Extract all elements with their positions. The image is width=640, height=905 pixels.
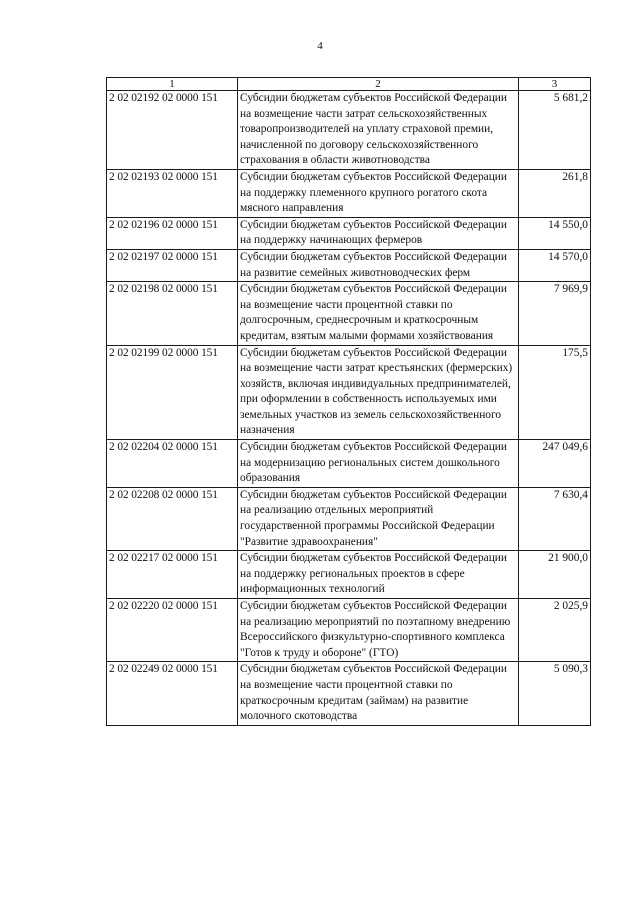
row-amount: 14 570,0 (519, 249, 591, 281)
row-code: 2 02 02197 02 0000 151 (107, 249, 238, 281)
table-row (107, 662, 591, 725)
row-amount: 7 969,9 (519, 282, 591, 345)
row-code: 2 02 02204 02 0000 151 (107, 440, 238, 488)
table-header-row (107, 78, 591, 91)
row-amount: 5 090,3 (519, 662, 591, 725)
row-name: Субсидии бюджетам субъектов Российской Федерации на возмещение части затрат крестьянских (фермерских) хозяйств, включая индивидуальных предпринимателей, при оформлении в собственность используемых ими земельных участков из земель сельскохозяйственного назначения (238, 345, 519, 440)
row-code: 2 02 02249 02 0000 151 (107, 662, 238, 725)
row-name: Субсидии бюджетам субъектов Российской Федерации на реализацию отдельных мероприятий государственной программы Российской Федерации "Развитие здравоохранения" (238, 487, 519, 550)
table-row (107, 249, 591, 281)
row-name: Субсидии бюджетам субъектов Российской Федерации на возмещение части затрат сельскохозяйственных товаропроизводителей на уплату страховой премии, начисленной по договору сельскохозяйственного страхования в области животноводства (238, 91, 519, 170)
table-row (107, 551, 591, 599)
table-row (107, 169, 591, 217)
table-row (107, 345, 591, 440)
row-name: Субсидии бюджетам субъектов Российской Федерации на возмещение части процентной ставки по краткосрочным кредитам (займам) на развитие молочного скотоводства (238, 662, 519, 725)
row-name: Субсидии бюджетам субъектов Российской Федерации на модернизацию региональных систем дошкольного образования (238, 440, 519, 488)
page-number: 4 (317, 40, 323, 52)
row-name: Субсидии бюджетам субъектов Российской Федерации на возмещение части процентной ставки по долгосрочным, среднесрочным и краткосрочным кредитам, взятым малыми формами хозяйствования (238, 282, 519, 345)
row-amount: 247 049,6 (519, 440, 591, 488)
header-code: 1 (107, 78, 238, 91)
table-row (107, 91, 591, 170)
table-row (107, 487, 591, 550)
row-amount: 5 681,2 (519, 91, 591, 170)
row-name: Субсидии бюджетам субъектов Российской Федерации на реализацию мероприятий по поэтапному внедрению Всероссийского физкультурно-спортивного комплекса "Готов к труду и обороне" (ГТО) (238, 599, 519, 662)
row-name: Субсидии бюджетам субъектов Российской Федерации на развитие семейных животноводческих ферм (238, 249, 519, 281)
row-code: 2 02 02192 02 0000 151 (107, 91, 238, 170)
row-code: 2 02 02199 02 0000 151 (107, 345, 238, 440)
table-row (107, 440, 591, 488)
row-code: 2 02 02193 02 0000 151 (107, 169, 238, 217)
row-name: Субсидии бюджетам субъектов Российской Федерации на поддержку племенного крупного рогатого скота мясного направления (238, 169, 519, 217)
row-amount: 175,5 (519, 345, 591, 440)
row-code: 2 02 02198 02 0000 151 (107, 282, 238, 345)
table-row (107, 217, 591, 249)
row-name: Субсидии бюджетам субъектов Российской Федерации на поддержку начинающих фермеров (238, 217, 519, 249)
row-name: Субсидии бюджетам субъектов Российской Федерации на поддержку региональных проектов в сфере информационных технологий (238, 551, 519, 599)
row-amount: 7 630,4 (519, 487, 591, 550)
row-amount: 21 900,0 (519, 551, 591, 599)
row-code: 2 02 02208 02 0000 151 (107, 487, 238, 550)
header-name: 2 (238, 78, 519, 91)
row-amount: 2 025,9 (519, 599, 591, 662)
table-row (107, 282, 591, 345)
row-amount: 261,8 (519, 169, 591, 217)
row-amount: 14 550,0 (519, 217, 591, 249)
budget-table (106, 77, 591, 726)
table-row (107, 599, 591, 662)
row-code: 2 02 02196 02 0000 151 (107, 217, 238, 249)
row-code: 2 02 02220 02 0000 151 (107, 599, 238, 662)
row-code: 2 02 02217 02 0000 151 (107, 551, 238, 599)
header-amount: 3 (519, 78, 591, 91)
